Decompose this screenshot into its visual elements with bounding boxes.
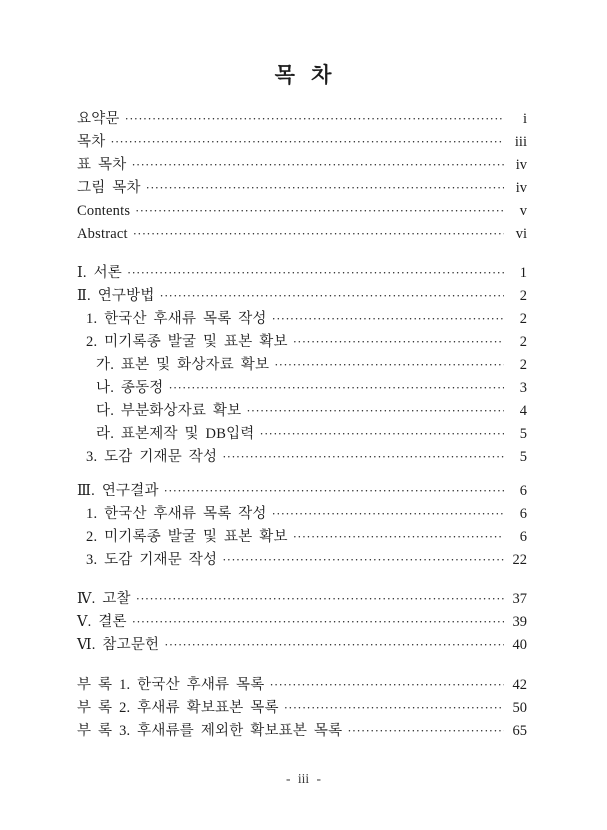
- toc-leader-dots: [160, 285, 504, 308]
- toc-leader-dots: [246, 400, 504, 423]
- toc-entry-label: 요약문: [77, 111, 120, 127]
- toc-entry: [77, 674, 527, 697]
- toc-entry-page: 6: [519, 506, 527, 522]
- toc-entry-label: 부 록 1. 한국산 후새류 목록: [77, 677, 265, 693]
- toc-entry: [77, 526, 527, 549]
- toc-entry-label: Ⅱ. 연구방법: [77, 288, 155, 304]
- toc-group: [77, 588, 527, 657]
- toc-entry: [77, 262, 527, 285]
- toc-entry-label: Ⅲ. 연구결과: [77, 483, 159, 499]
- toc-entry-page: iv: [515, 180, 527, 196]
- toc-entry: [77, 634, 527, 657]
- toc-entry-page: 2: [519, 311, 527, 327]
- toc-entry-label: 가. 표본 및 화상자료 확보: [96, 357, 270, 373]
- toc-entry-label: 2. 미기록종 발굴 및 표본 확보: [86, 529, 288, 545]
- toc-entry: [77, 400, 527, 423]
- toc-entry-page: 5: [519, 449, 527, 465]
- toc-entry: [77, 331, 527, 354]
- toc-leader-dots: [127, 262, 504, 285]
- toc-entry-page: 22: [512, 552, 527, 568]
- toc-entry: [77, 720, 527, 743]
- toc-leader-dots: [272, 503, 504, 526]
- toc-entry-page: 2: [519, 357, 527, 373]
- toc-leader-dots: [269, 674, 504, 697]
- toc-entry-page: vi: [515, 226, 527, 242]
- toc-entry-page: 1: [519, 265, 527, 281]
- toc-leader-dots: [135, 200, 504, 223]
- toc-entry: [77, 549, 527, 572]
- toc-leader-dots: [146, 177, 504, 200]
- toc-entry: [77, 480, 527, 503]
- toc-leader-dots: [272, 308, 504, 331]
- page-number-footer: - iii -: [286, 771, 321, 786]
- toc-entry-label: 1. 한국산 후새류 목록 작성: [86, 311, 267, 327]
- toc-leader-dots: [168, 377, 504, 400]
- toc-leader-dots: [133, 223, 504, 246]
- toc-entry-page: 40: [512, 637, 527, 653]
- toc-entry-page: 3: [519, 380, 527, 396]
- toc-entry-label: 3. 도감 기재문 작성: [86, 552, 218, 568]
- toc-entry-label: Contents: [77, 203, 131, 219]
- toc-entry-page: 2: [519, 334, 527, 350]
- toc-group: [77, 262, 527, 469]
- toc-entry: [77, 446, 527, 469]
- toc-entry: [77, 588, 527, 611]
- toc-entry: [77, 223, 527, 246]
- toc-leader-dots: [136, 588, 504, 611]
- toc-entry-page: i: [522, 111, 527, 127]
- toc-entry: [77, 108, 527, 131]
- toc-entry-page: 5: [519, 426, 527, 442]
- toc-leader-dots: [222, 446, 504, 469]
- toc-entry-label: Abstract: [77, 226, 128, 242]
- toc-entry-label: 2. 미기록종 발굴 및 표본 확보: [86, 334, 288, 350]
- toc-entry-page: 65: [512, 723, 527, 739]
- toc-entry: [77, 697, 527, 720]
- toc-leader-dots: [293, 526, 504, 549]
- toc-entry-page: 42: [512, 677, 527, 693]
- page-title: 목 차: [274, 63, 333, 87]
- toc-entry-page: 6: [519, 483, 527, 499]
- toc-leader-dots: [347, 720, 504, 743]
- toc-leader-dots: [164, 480, 504, 503]
- toc-entry-label: 나. 종동정: [96, 380, 164, 396]
- toc-entry: [77, 131, 527, 154]
- toc-leader-dots: [284, 697, 504, 720]
- toc-leader-dots: [222, 549, 504, 572]
- toc-entry-label: 부 록 2. 후새류 확보표본 목록: [77, 700, 279, 716]
- toc-leader-dots: [125, 108, 504, 131]
- toc-entry-label: 3. 도감 기재문 작성: [86, 449, 218, 465]
- toc-entry-page: v: [519, 203, 527, 219]
- toc-entry-label: Ⅴ. 결론: [77, 614, 127, 630]
- toc-entry-page: 4: [519, 403, 527, 419]
- toc-entry-label: Ⅵ. 참고문헌: [77, 637, 160, 653]
- toc-entry: [77, 308, 527, 331]
- toc-leader-dots: [260, 423, 505, 446]
- toc-entry-label: 표 목차: [77, 157, 127, 173]
- toc-entry: [77, 354, 527, 377]
- toc-entry-label: 목차: [77, 134, 106, 150]
- toc-entry-label: 부 록 3. 후새류를 제외한 확보표본 목록: [77, 723, 343, 739]
- toc-entry-page: 37: [512, 591, 527, 607]
- toc-entry-label: 라. 표본제작 및 DB입력: [96, 426, 255, 442]
- toc-entry-page: 39: [512, 614, 527, 630]
- toc-entry-label: 1. 한국산 후새류 목록 작성: [86, 506, 267, 522]
- toc-entry-page: 2: [519, 288, 527, 304]
- toc-entry-label: Ⅳ. 고찰: [77, 591, 131, 607]
- toc-leader-dots: [131, 154, 504, 177]
- toc-entry: [77, 177, 527, 200]
- table-of-contents: [77, 108, 527, 743]
- toc-leader-dots: [274, 354, 504, 377]
- toc-entry-label: 그림 목차: [77, 180, 141, 196]
- toc-entry-label: Ⅰ. 서론: [77, 265, 122, 281]
- toc-entry-label: 다. 부분화상자료 확보: [96, 403, 242, 419]
- toc-group: [77, 480, 527, 572]
- toc-entry: [77, 154, 527, 177]
- toc-leader-dots: [132, 611, 504, 634]
- toc-entry-page: 50: [512, 700, 527, 716]
- toc-entry: [77, 200, 527, 223]
- toc-group: [77, 108, 527, 246]
- toc-leader-dots: [110, 131, 504, 154]
- toc-entry: [77, 377, 527, 400]
- toc-entry: [77, 611, 527, 634]
- toc-leader-dots: [164, 634, 504, 657]
- toc-entry-page: 6: [519, 529, 527, 545]
- toc-entry: [77, 423, 527, 446]
- toc-group: [77, 674, 527, 743]
- toc-entry-page: iv: [515, 157, 527, 173]
- toc-leader-dots: [293, 331, 504, 354]
- toc-entry: [77, 285, 527, 308]
- toc-entry-page: iii: [514, 134, 527, 150]
- toc-entry: [77, 503, 527, 526]
